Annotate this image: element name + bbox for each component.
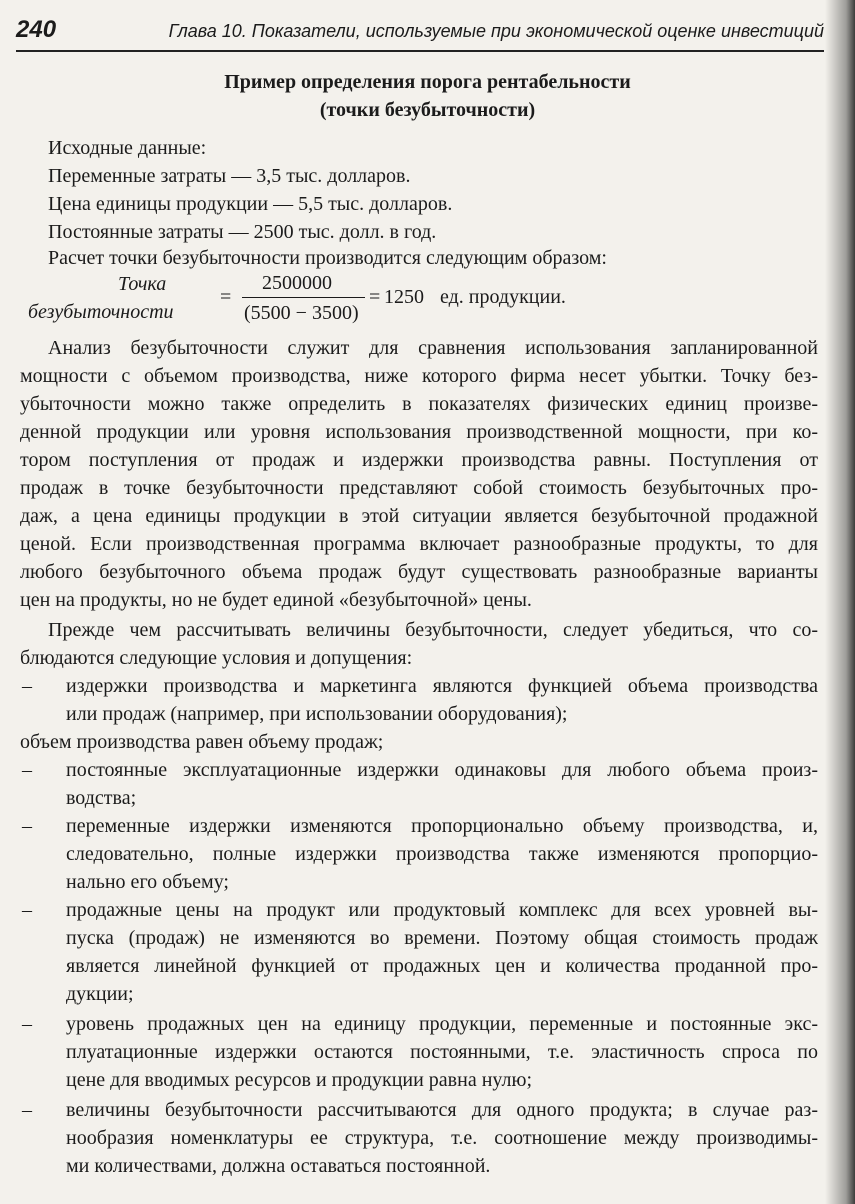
paragraph2-line: Прежде чем рассчитывать величины безубыточности, следует убедиться, что со- [48,619,818,641]
formula-numerator: 2500000 [262,272,332,294]
formula-lhs-line-2: безубыточности [28,301,174,323]
calc-intro: Расчет точки безубыточности производится следующим образом: [48,247,607,269]
list-dash: – [22,899,32,921]
list-item-line: плуатационные издержки остаются постоянными, т.е. эластичность спроса по [66,1041,818,1063]
list-item-line: переменные издержки изменяются пропорционально объему производства, и, [66,815,818,837]
list-item-line: нально его объему; [66,871,229,893]
list-item-line: ми количествами, должна оставаться постоянной. [66,1155,491,1177]
page-number: 240 [16,16,57,43]
list-item-line: дукции; [66,983,134,1005]
list-dash: – [22,815,32,837]
formula-denominator: (5500 − 3500) [244,302,359,324]
paragraph1-line: убыточности можно также определить в показателях физических единиц произве- [20,393,818,415]
list-item-line: уровень продажных цен на единицу продукции, переменные и постоянные экс- [66,1013,818,1035]
fraction-bar [242,297,365,298]
list-dash: – [22,759,32,781]
list-dash: – [22,1013,32,1035]
list-item-line: или продаж (например, при использовании оборудования); [66,703,568,725]
paragraph1-line: продаж в точке безубыточности представляют собой стоимость безубыточных про- [20,477,818,499]
list-item-line: нообразия номенклатуры ее структура, т.е. соотношение между производимы- [66,1127,818,1149]
break-even-formula [0,270,855,330]
given-unit-price: Цена единицы продукции — 5,5 тыс. долларов. [48,193,453,215]
list-item-line: водства; [66,787,137,809]
paragraph1-line: Анализ безубыточности служит для сравнения использования запланированной [48,337,818,359]
formula-result: 1250 [384,286,424,308]
page-header [16,14,824,52]
list-item-line: издержки производства и маркетинга являются функцией объема производства [66,675,818,697]
list-item-line: следовательно, полные издержки производства также изменяются пропорцио- [66,843,818,865]
list-dash: – [22,675,32,697]
list-item-line: постоянные эксплуатационные издержки одинаковы для любого объема произ- [66,759,818,781]
list-item-line: является линейной функцией от продажных цен и количества проданной про- [66,955,818,977]
paragraph1-line: даж, а цена единицы продукции в этой ситуации является безубыточной продажной [20,505,818,527]
list-item-line: величины безубыточности рассчитываются для одного продукта; в случае раз- [66,1099,818,1121]
section-title-line-2: (точки безубыточности) [319,99,536,121]
list-dash: – [22,1099,32,1121]
plain-condition-line: объем производства равен объему продаж; [20,731,384,753]
paragraph1-line: мощности с объемом производства, ниже которого фирма несет убытки. Точку без- [20,365,818,387]
given-variable-costs: Переменные затраты — 3,5 тыс. долларов. [48,165,411,187]
paragraph1-line: цен на продукты, но не будет единой «безубыточной» цены. [20,589,532,611]
paragraph1-line: ценой. Если производственная программа включает разнообразные продукты, то для [20,533,818,555]
paragraph1-line: тором поступления от продаж и издержки производства равны. Поступления от [20,449,818,471]
section-title-line-1: Пример определения порога рентабельности [224,71,631,93]
paragraph2-line: блюдаются следующие условия и допущения: [20,647,413,669]
list-item-line: пуска (продаж) не изменяются во времени. Поэтому общая стоимость продаж [66,927,818,949]
given-fixed-costs: Постоянные затраты — 2500 тыс. долл. в год. [48,221,437,243]
given-heading: Исходные данные: [48,137,207,159]
paragraph1-line: любого безубыточного объема продаж будут существовать разнообразные варианты [20,561,818,583]
formula-equals-1: = [220,286,232,308]
running-title: Глава 10. Показатели, используемые при экономической оценке инвестиций [168,21,824,41]
page-spine-shadow [825,0,855,1204]
list-item-line: цене для вводимых ресурсов и продукции равна нулю; [66,1069,533,1091]
formula-equals-2: = [369,286,381,308]
list-item-line: продажные цены на продукт или продуктовый комплекс для всех уровней вы- [66,899,818,921]
paragraph1-line: денной продукции или уровня использования производственной мощности, при ко- [20,421,818,443]
formula-lhs-line-1: Точка [118,273,167,295]
formula-unit: ед. продукции. [440,286,566,308]
